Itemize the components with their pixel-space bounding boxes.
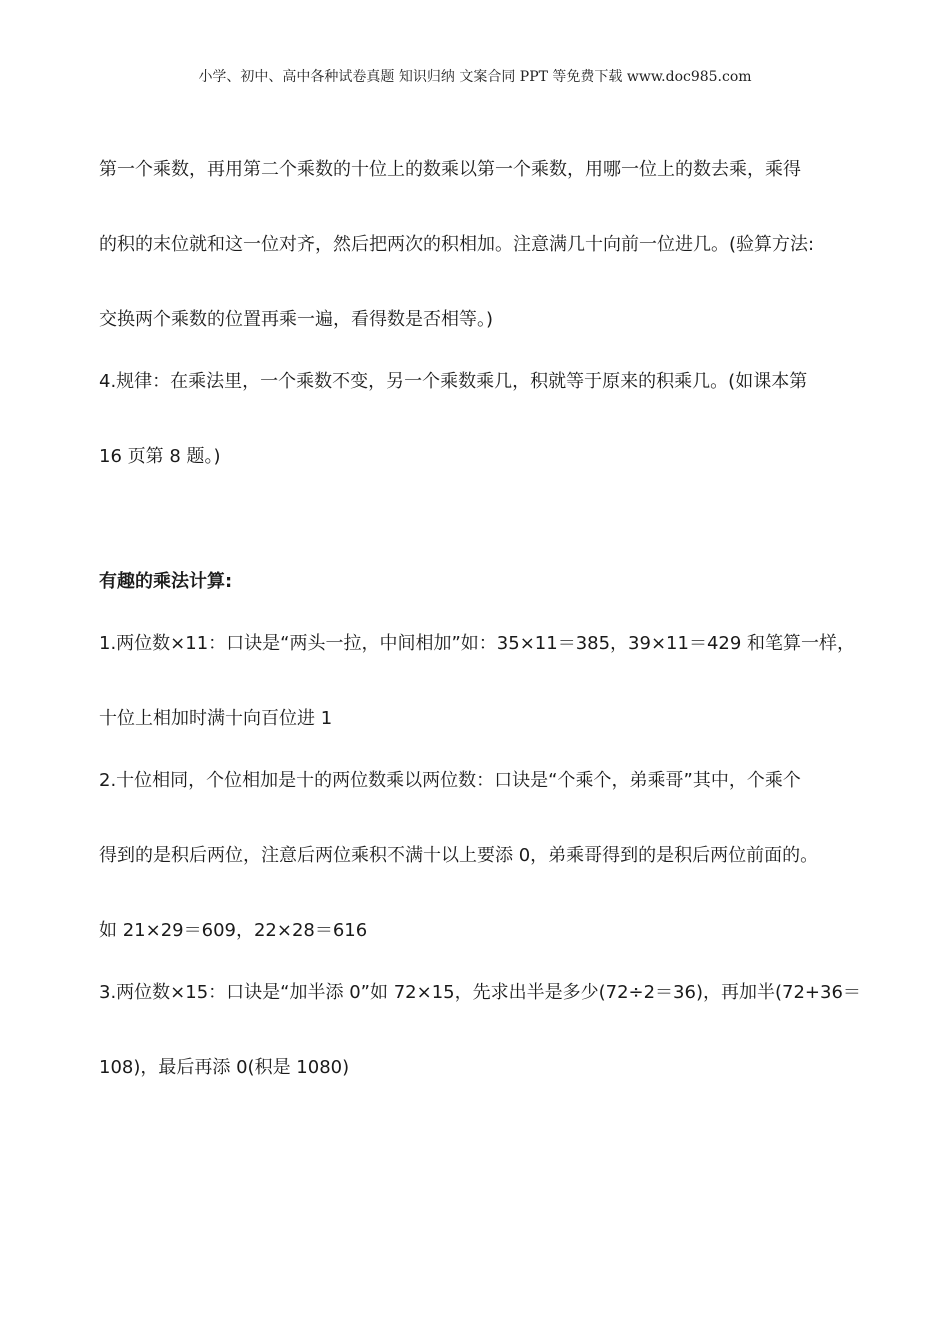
text-line: 十位上相加时满十向百位进 1	[99, 708, 333, 729]
text-line: 得到的是积后两位，注意后两位乘积不满十以上要添 0，弟乘哥得到的是积后两位前面的。	[99, 845, 819, 866]
text-line: 1.两位数×11：口诀是“两头一拉，中间相加”如：35×11＝385，39×11＝429 和笔算一样，	[99, 633, 856, 654]
text-line: 的积的末位就和这一位对齐，然后把两次的积相加。注意满几十向前一位进几。(验算方法:	[99, 234, 815, 255]
section-title: 有趣的乘法计算:	[99, 571, 233, 592]
text-line: 第一个乘数，再用第二个乘数的十位上的数乘以第一个乘数，用哪一位上的数去乘，乘得	[99, 159, 801, 180]
text-line: 4.规律：在乘法里，一个乘数不变，另一个乘数乘几，积就等于原来的积乘几。(如课本第	[99, 371, 808, 392]
text-line: 交换两个乘数的位置再乘一遍，看得数是否相等。)	[99, 309, 494, 330]
text-line: 如 21×29＝609，22×28＝616	[99, 920, 368, 941]
text-line: 2.十位相同，个位相加是十的两位数乘以两位数：口诀是“个乘个，弟乘哥”其中，个乘个	[99, 770, 801, 791]
text-line: 3.两位数×15：口诀是“加半添 0”如 72×15，先求出半是多少(72÷2＝36)，再加半(72+36＝	[99, 982, 861, 1003]
text-line: 108)，最后再添 0(积是 1080)	[99, 1057, 350, 1078]
text-line: 16 页第 8 题。)	[99, 446, 221, 467]
page-header: 小学、初中、高中各种试卷真题 知识归纳 文案合同 PPT 等免费下载 www.doc985.com	[198, 69, 752, 85]
